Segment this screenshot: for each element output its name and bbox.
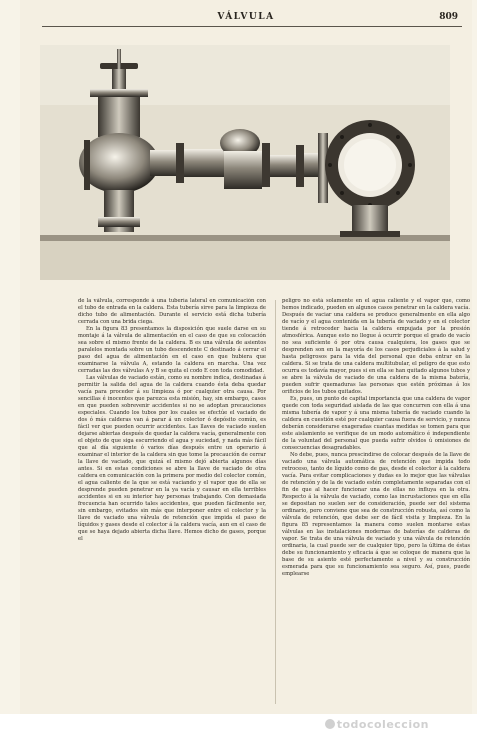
paragraph: Es, pues, un punto de capital importancia que una caldera de vapor quede con toda seguridad aislada de las que concurren con ella á una misma tubería de vapor y á una misma tubería de vaciado cuando la caldera en cuestión esté por cualquier causa fuera de servicio, y nunca deberán considerarse exageradas cuantas medidas se tomen para que este aislamiento se verifique de un modo automático é independiente de la voluntad del personal que pueda sufrir olvidos ú omisiones de consecuencias desagradables. (282, 396, 470, 451)
paragraph: No debe, pues, nunca prescindirse de colocar después de la llave de vaciado una válvula automática de retención que impida todo retroceso, tanto de líquido como de gas, desde el colector á la caldera vacía. Para evitar complicaciones y dudas es lo mejor que las válvulas de retención y de la de vaciado estén completamente separadas con el fin de que al hacer funcionar una de ellas no influya en la otra. Respecto á la válvula de vaciado, como las incrustaciones que en ella se depositan no suelen ser de consideración, puede ser del sistema ordinario, pero conviene que sea de construcción robusta, así como la válvula de retención, que debe ser de fácil visita y limpieza. En la figura 85 representamos la manera como suelen montarse estas válvulas en las instalaciones modernas de baterías de calderas de vapor. Se trata de una válvula de vaciado y una válvula de retención ordinaria, la cual puede ser de cualquier tipo, pero la última de éstas debe su funcionamiento y eficacia á que se coloque de manera que la base de su asiento esté perfectamente a nivel y su construcción esmerada para que su funcionamiento sea seguro. Así, pues, puede emplearse (282, 452, 470, 577)
column-divider (275, 300, 276, 704)
paragraph: Las válvulas de vaciado están, como su nombre indica, destinadas á permitir la salida del agua de la caldera cuando ésta deba quedar vacía para proceder á su limpieza ó por cualquier otra causa. Por sencillas é inocentes que parezca esta misión, hay, sin embargo, casos en que pueden sobrevenir accidentes si no se adoptan precauciones especiales. Cuando los tubos por los cuales se efectúe el vaciado de dos ó más calderas van á parar á un colector ó depósito común, es fácil ver que pueden ocurrir accidentes. Las llaves de vaciado suelen dejarse abiertas después de quedar la caldera vacía, generalmente con el objeto de que siga escurriendo el agua y suciedad, y nada más fácil que al día siguiente ó varios días después entre un operario á examinar el interior de la caldera sin que tome la precaución de cerrar la llave de vaciado, que quizá el mismo dejó abierta algunos días antes. Si en estas condiciones se abre la llave de vaciado de otra caldera en comunicación con la primera por medio del colector común, el agua caliente de la que se está vaciando y el vapor que de ella se desprende pueden penetrar en la ya vacía y causar en ella terribles accidentes si en su interior hay personas trabajando. Con demasiada frecuencia han ocurrido tales accidentes, que pueden fácilmente ser, sin embargo, evitados sin más que interponer entre el colector y la llave de vaciado una válvula de retención que impida el paso de líquidos y gases desde el colector á la caldera vacía, aun en el caso de que se haya dejado abierta dicha llave. Hemos dicho de gases, porque el (78, 375, 266, 542)
valve-illustration (40, 45, 450, 280)
footer-bar (0, 714, 477, 734)
header-rule (42, 26, 462, 27)
running-title: VÁLVULA (217, 12, 275, 22)
page-number: 809 (439, 12, 458, 22)
document-page (20, 0, 472, 734)
page-header (20, 10, 472, 26)
logo-icon (325, 719, 335, 729)
paragraph: En la figura 83 presentamos la disposición que suele darse en su montaje á la válvula de alimentación en el caso de que su colocación sea sobre el mismo frente de la caldera. B es una válvula de asientos paralelos montada sobre un tubo descendente C destinado á cerrar el paso del agua de alimentación en el caso en que hubiera que examinarse la válvula A, estando la caldera en marcha. Una vez cerradas las dos válvulas A y B se quita el codo E con toda comodidad. (78, 326, 266, 374)
paragraph: de la válvula, corresponde á una tubería lateral en comunicación con el tubo de entrada en la caldera. Esta tubería sirve para la limpieza de dicho tubo de alimentación. Durante el servicio está dicha tubería cerrada con una brida ciega. (78, 298, 266, 325)
paragraph: peligro no está solamente en el agua caliente y el vapor que, como hemos indicado, pueden en algunos casos penetrar en la caldera vacía. Después de vaciar una caldera se produce generalmente en ella algo de vacío y el agua contenida en la tubería de vaciado y en el colector tiende á retroceder hacia la caldera empujada por la presión atmosférica. Aunque esto no llegue á ocurrir porque el grado de vacío no sea suficiente ó por otra causa cualquiera, los gases que se desprenden son en la mayoría de los casos perjudiciales á la salud y hasta peligrosos para la vida del personal que deba entrar en la caldera. Si se trata de una caldera multitubular, el peligro de que esto ocurra es todavía mayor, pues si en ella se han quitado algunos tubos y se abre la válvula de vaciado de una caldera de la misma batería, pueden sufrir quemaduras las personas que estén próximas á los orificios de los tubos quitados. (282, 298, 470, 395)
right-column (282, 298, 470, 708)
left-column (78, 298, 266, 708)
text-columns (78, 298, 470, 708)
watermark-logo: todocoleccion (325, 718, 429, 731)
